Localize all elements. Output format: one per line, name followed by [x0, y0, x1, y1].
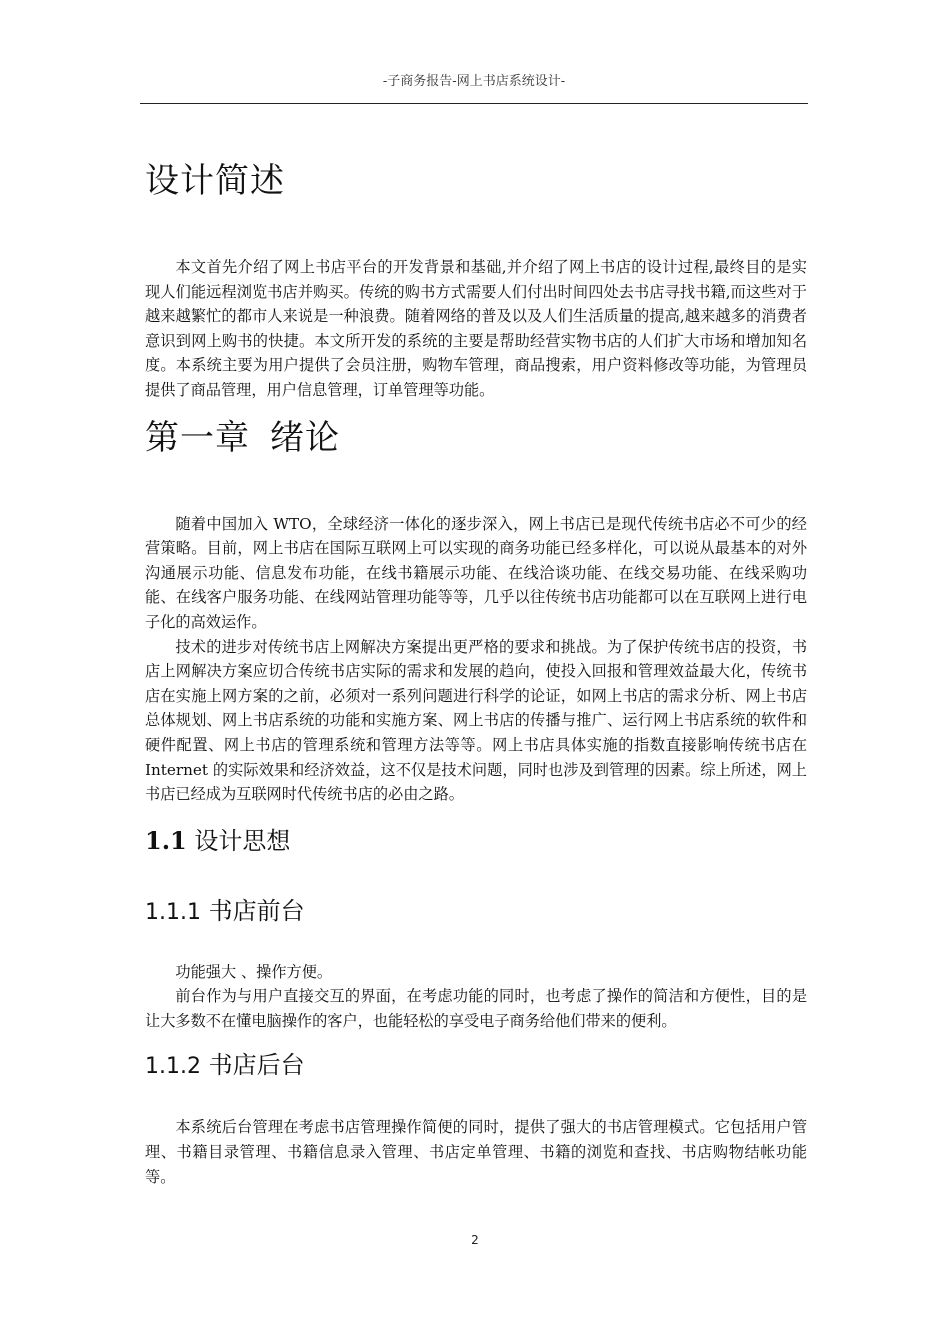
- chapter-title: [145, 407, 807, 469]
- spacer: [145, 931, 807, 960]
- frontend-paragraph-2: 前台作为与用户直接交互的界面，在考虑功能的同时，也考虑了操作的简洁和方便性，目的是让大多数不在懂电脑操作的客户，也能轻松的享受电子商务给他们带来的便利。: [145, 987, 807, 1030]
- page-content: [145, 150, 807, 1189]
- spacer: [145, 1085, 807, 1115]
- chapter1-paragraph-2: 技术的进步对传统书店上网解决方案提出更严格的要求和挑战。为了保护传统书店的投资，书店上网解决方案应切合传统书店实际的需求和发展的趋向，使投入回报和管理效益最大化，传统书店在实施上网方案的之前，必须对一系列问题进行科学的论证，如网上书店的需求分析、网上书店总体规划、网上书店系统的功能和实施方案、网上书店的传播与推广、运行网上书店系统的软件和硬件配置、网上书店的管理系统和管理方法等等。网上书店具体实施的指数直接影响传统书店在 Internet 的实际效果和经济效益，这不仅是技术问题，同时也涉及到管理的因素。综上所述，网上书店已经成为互联网时代传统书店的必由之路。: [145, 637, 807, 804]
- page-number: 2: [471, 1233, 479, 1247]
- section-heading-1-1-2: [145, 1045, 807, 1085]
- section-number-1-1-2: 1.1.2: [145, 1054, 201, 1080]
- overview-paragraph: 本文首先介绍了网上书店平台的开发背景和基础,并介绍了网上书店的设计过程,最终目的是实现人们能远程浏览书店并购买。传统的购书方式需要人们付出时间四处去书店寻找书籍,而这些对于越来越繁忙的都市人来说是一种浪费。随着网络的普及以及人们生活质量的提高,越来越多的消费者意识到网上购书的快捷。本文所开发的系统的主要是帮助经营实物书店的人们扩大市场和增加知名度。本系统主要为用户提供了会员注册，购物车管理，商品搜索，用户资料修改等功能，为管理员提供了商品管理，用户信息管理，订单管理等功能。: [145, 258, 807, 399]
- running-header: -子商务报告-网上书店系统设计-: [382, 74, 566, 89]
- spacer: [145, 469, 807, 512]
- section-title-1-1: 设计思想: [194, 826, 291, 855]
- spacer: [145, 212, 807, 255]
- section-title-overview: 设计简述: [145, 161, 285, 201]
- section-number-1-1-1: 1.1.1: [145, 899, 201, 925]
- section-title-1-1-2: 书店后台: [208, 1051, 305, 1080]
- spacer: [145, 861, 807, 891]
- section-heading-1-1-1: [145, 891, 807, 931]
- section-heading-1-1: [145, 821, 807, 861]
- header-rule: [140, 103, 808, 104]
- frontend-paragraph-1: 功能强大 、操作方便。: [175, 962, 333, 981]
- chapter-number: 第一章: [145, 417, 250, 458]
- chapter1-paragraph-1: 随着中国加入 WTO，全球经济一体化的逐步深入，网上书店已是现代传统书店必不可少的经营策略。目前，网上书店在国际互联网上可以实现的商务功能已经多样化，可以说从最基本的对外沟通展示功能、信息发布功能，在线书籍展示功能、在线洽谈功能、在线交易功能、在线采购功能、在线客户服务功能、在线网站管理功能等等，几乎以往传统书店功能都可以在互联网上进行电子化的高效运作。: [145, 514, 807, 631]
- spacer: [145, 807, 807, 821]
- spacer: [145, 1033, 807, 1045]
- section-number-1-1: 1.1: [145, 825, 187, 855]
- chapter-name: 绪论: [270, 417, 340, 458]
- backend-paragraph: 本系统后台管理在考虑书店管理操作简便的同时，提供了强大的书店管理模式。它包括用户管理、书籍目录管理、书籍信息录入管理、书店定单管理、书籍的浏览和查找、书店购物结帐功能等。: [145, 1118, 807, 1186]
- section-title-1-1-1: 书店前台: [208, 896, 305, 925]
